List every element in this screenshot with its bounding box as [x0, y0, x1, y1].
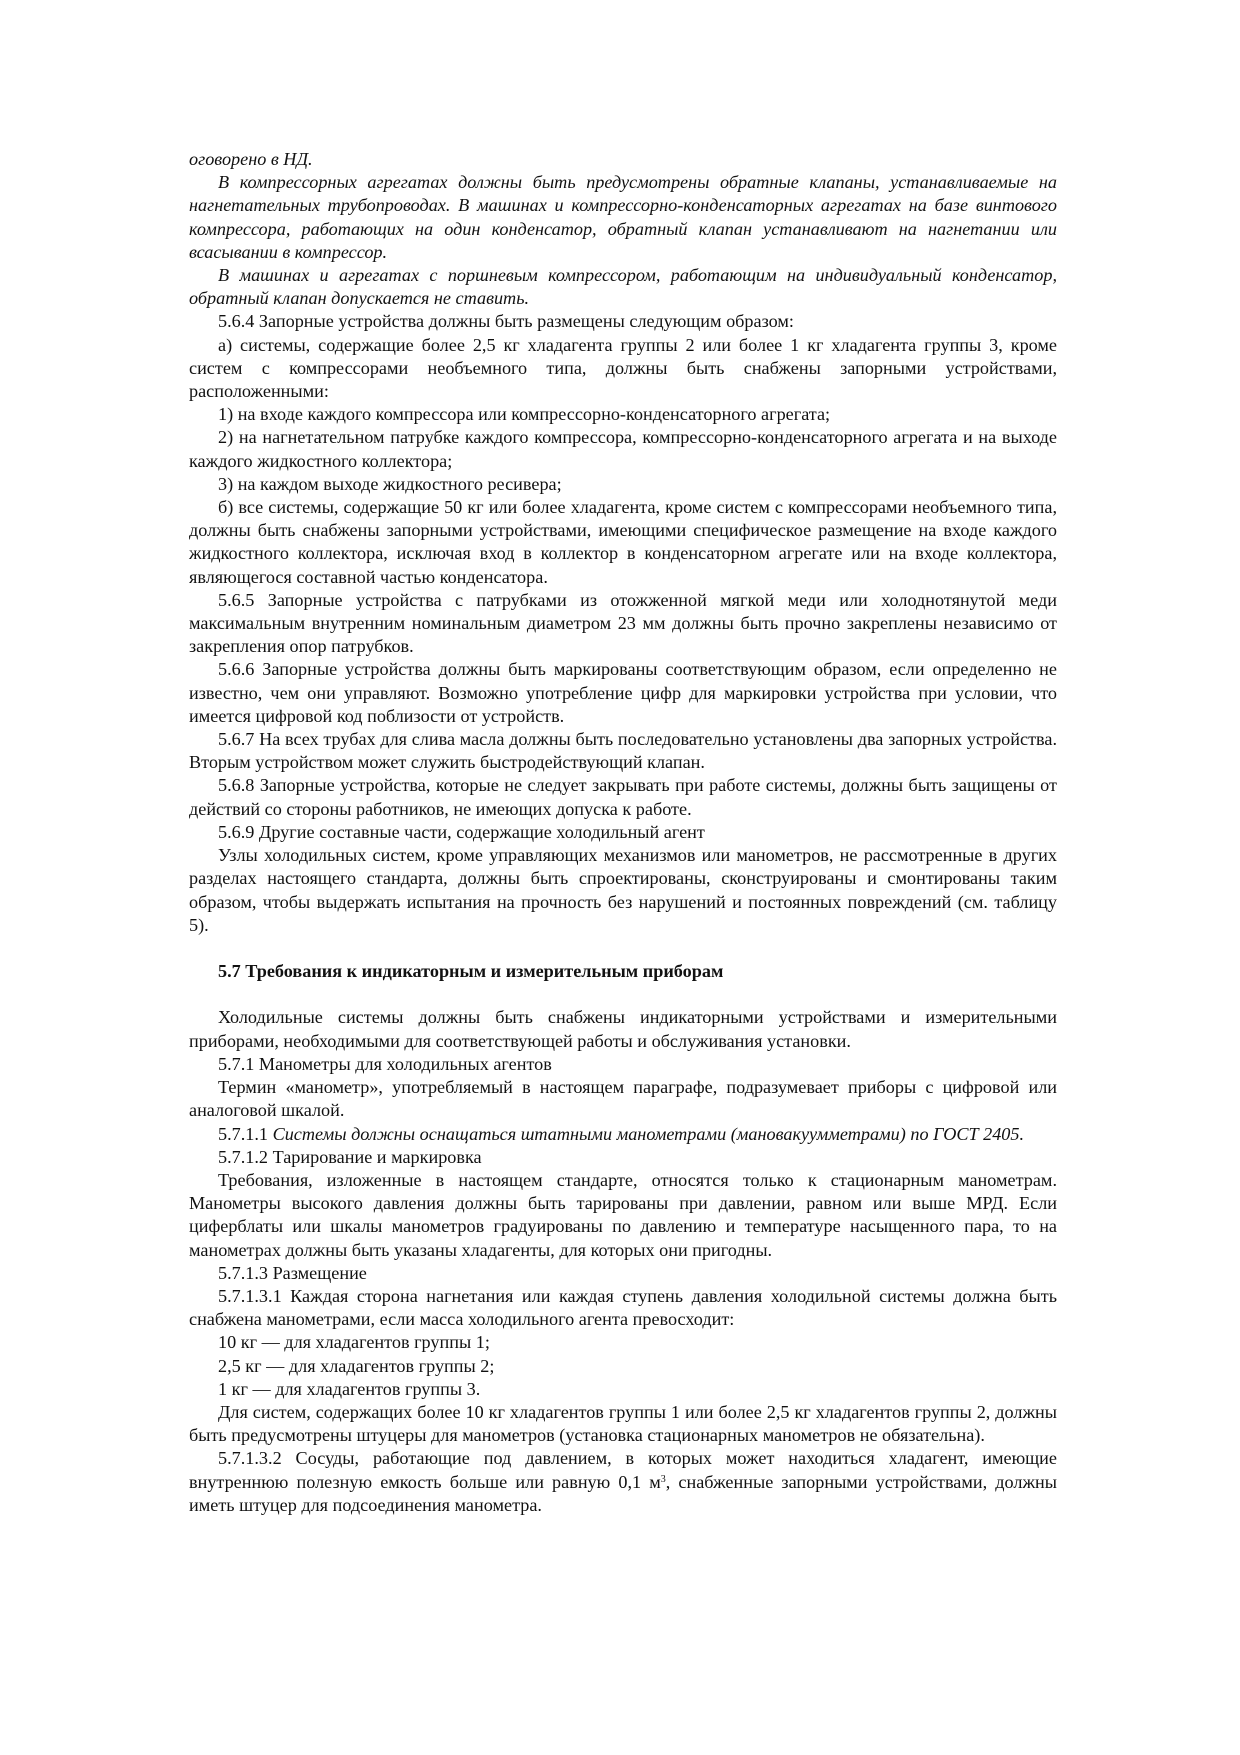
document-page — [189, 148, 1057, 1517]
paragraph: оговорено в НД. — [189, 149, 313, 169]
list-item: 10 кг — для хладагентов группы 1; — [218, 1332, 490, 1353]
superscript: 3 — [660, 1473, 666, 1485]
clause-number: 5.7.1.1 — [218, 1123, 273, 1144]
clause-5-7-1-3-2 — [189, 1447, 1057, 1517]
paragraph: Узлы холодильных систем, кроме управляющих механизмов или манометров, не рассмотренные в других разделах настоящего стандарта, должны быть спроектированы, сконструированы и смонтированы таким образом, чтобы выдержать испытания на прочность без нарушений и постоянных повреждений (см. таблицу 5). — [189, 845, 1057, 935]
list-item-1: 1) на входе каждого компрессора или компрессорно-конденсаторного агрегата; — [218, 404, 831, 425]
list-item-2: 2) на нагнетательном патрубке каждого компрессора, компрессорно-конденсаторного агрегата и на выходе каждого жидкостного коллектора; — [189, 427, 1057, 471]
paragraph: Холодильные системы должны быть снабжены индикаторными устройствами и измерительными приборами, необходимыми для соответствующей работы и обслуживания установки. — [189, 1007, 1057, 1051]
paragraph: В машинах и агрегатах с поршневым компрессором, работающим на индивидуальный конденсатор, обратный клапан допускается не ставить. — [189, 265, 1057, 309]
clause-5-7-1-2: 5.7.1.2 Тарирование и маркировка — [218, 1146, 482, 1167]
clause-text: Системы должны оснащаться штатными манометрами (мановакуумметрами) по ГОСТ 2405. — [272, 1123, 1025, 1144]
list-item-b: б) все системы, содержащие 50 кг или более хладагента, кроме систем с компрессорами необъемного типа, должны быть снабжены запорными устройствами, имеющими специфическое размещение на входе каждого жидкостного коллектора, исключая вход в коллектор в конденсаторном агрегате или на входе коллектора, являющегося составной частью конденсатора. — [189, 497, 1057, 587]
clause-text: , снабженные запорными устройствами, должны иметь штуцер для подсоединения манометра. — [189, 1471, 1057, 1515]
clause-5-7-1: 5.7.1 Манометры для холодильных агентов — [218, 1053, 552, 1074]
clause-5-6-9: 5.6.9 Другие составные части, содержащие холодильный агент — [218, 821, 705, 842]
clause-5-6-7: 5.6.7 На всех трубах для слива масла должны быть последовательно установлены два запорных устройства. Вторым устройством может служить быстродействующий клапан. — [189, 729, 1057, 773]
clause-5-6-6: 5.6.6 Запорные устройства должны быть маркированы соответствующим образом, если определенно не известно, чем они управляют. Возможно употребление цифр для маркировки устройства при условии, что имеется цифровой код поблизости от устройств. — [189, 659, 1057, 726]
section-heading-5-7: 5.7 Требования к индикаторным и измерительным приборам — [218, 961, 724, 982]
spacer — [189, 983, 1057, 1006]
spacer — [189, 937, 1057, 960]
clause-5-6-8: 5.6.8 Запорные устройства, которые не следует закрывать при работе системы, должны быть защищены от действий со стороны работников, не имеющих допуска к работе. — [189, 775, 1057, 819]
clause-5-6-4: 5.6.4 Запорные устройства должны быть размещены следующим образом: — [218, 311, 794, 332]
paragraph: Для систем, содержащих более 10 кг хладагентов группы 1 или более 2,5 кг хладагентов группы 2, должны быть предусмотрены штуцеры для манометров (установка стационарных манометров не обязательна). — [189, 1401, 1057, 1446]
clause-5-7-1-3: 5.7.1.3 Размещение — [218, 1262, 367, 1283]
list-item-3: 3) на каждом выходе жидкостного ресивера; — [218, 473, 562, 494]
clause-5-7-1-3-1: 5.7.1.3.1 Каждая сторона нагнетания или каждая ступень давления холодильной системы должна быть снабжена манометрами, если масса холодильного агента превосходит: — [189, 1285, 1057, 1330]
list-item: 1 кг — для хладагентов группы 3. — [218, 1378, 481, 1399]
clause-5-7-1-1 — [189, 1123, 1057, 1146]
paragraph: Термин «манометр», употребляемый в настоящем параграфе, подразумевает приборы с цифровой или аналоговой шкалой. — [189, 1077, 1057, 1121]
paragraph: Требования, изложенные в настоящем стандарте, относятся только к стационарным манометрам. Манометры высокого давления должны быть тарированы при давлении, равном или выше МРД. Если циферблаты или шкалы манометров градуированы по давлению и температуре насыщенного пара, то на манометрах должны быть указаны хладагенты, для которых они пригодны. — [189, 1169, 1057, 1260]
clause-5-6-5: 5.6.5 Запорные устройства с патрубками из отожженной мягкой меди или холоднотянутой меди максимальным внутренним номинальным диаметром 23 мм должны быть прочно закреплены независимо от закрепления опор патрубков. — [189, 589, 1057, 657]
clause-text: 5.7.1.3.2 Сосуды, работающие под давлением, в которых может находиться хладагент, имеющие внутреннюю полезную емкость больше или равную 0,1 м — [189, 1448, 1057, 1492]
list-item: 2,5 кг — для хладагентов группы 2; — [218, 1355, 495, 1376]
list-item-a: а) системы, содержащие более 2,5 кг хладагента группы 2 или более 1 кг хладагента группы 3, кроме систем с компрессорами необъемного типа, должны быть снабжены запорными устройствами, расположенными: — [189, 334, 1057, 402]
paragraph: В компрессорных агрегатах должны быть предусмотрены обратные клапаны, устанавливаемые на нагнетательных трубопроводах. В машинах и компрессорно-конденсаторных агрегатах на базе винтового компрессора, работающих на один конденсатор, обратный клапан устанавливают на нагнетании или всасывании в компрессор. — [189, 172, 1057, 262]
